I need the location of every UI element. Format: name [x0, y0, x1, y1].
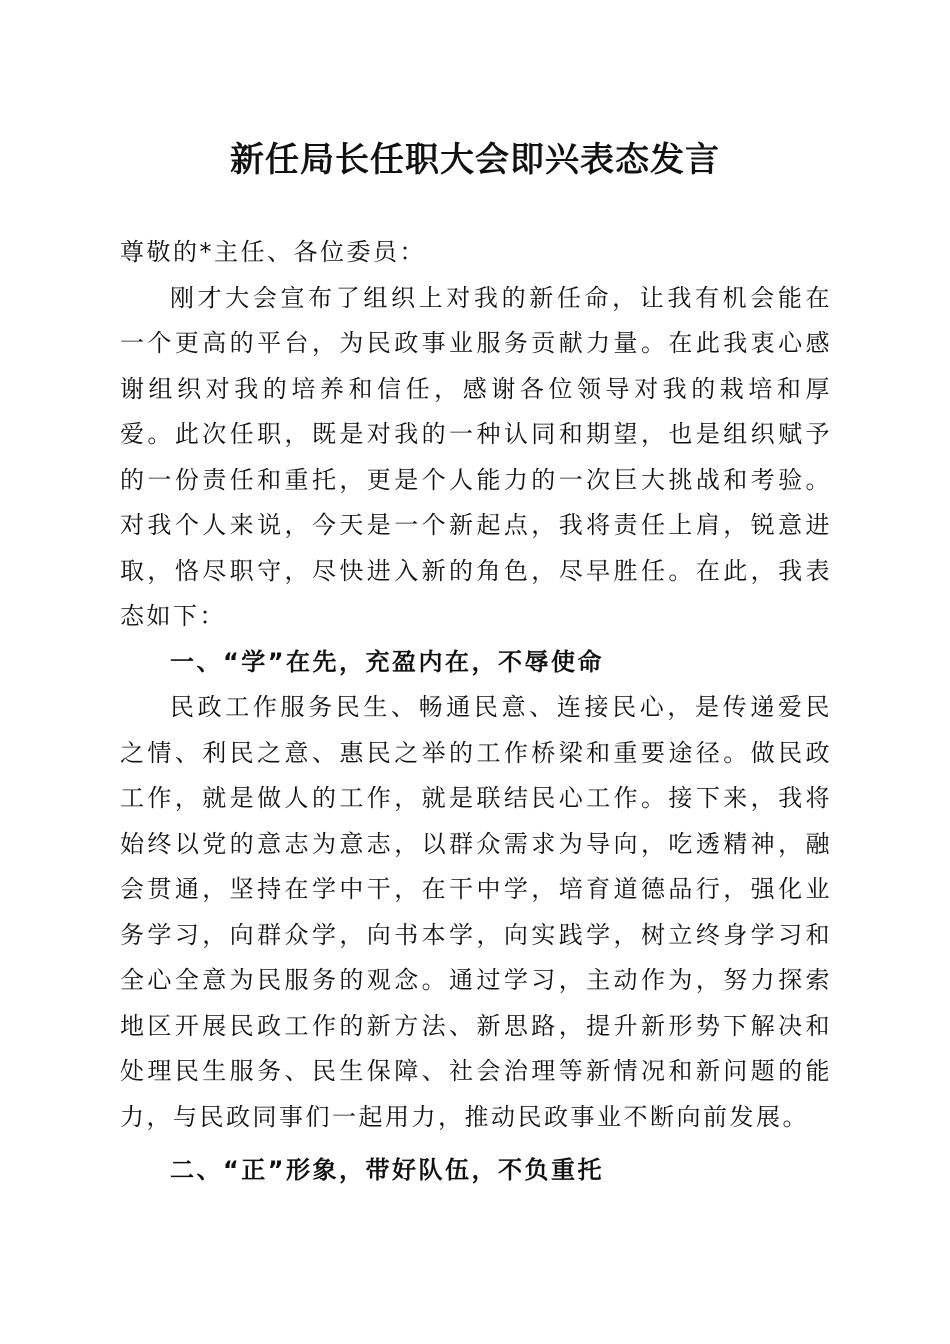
intro-paragraph: 刚才大会宣布了组织上对我的新任命，让我有机会能在一个更高的平台，为民政事业服务贡献力量。在此我衷心感谢组织对我的培养和信任，感谢各位领导对我的栽培和厚爱。此次任职，既是对我的一种认同和期望，也是组织赋予的一份责任和重托，更是个人能力的一次巨大挑战和考验。对我个人来说，今天是一个新起点，我将责任上肩，锐意进取，恪尽职守，尽快进入新的角色，尽早胜任。在此，我表态如下： [120, 283, 832, 630]
salutation: 尊敬的*主任、各位委员： [120, 238, 426, 266]
section-heading-2: 二、“正”形象，带好队伍，不负重托 [170, 1156, 605, 1184]
document-title: 新任局长任职大会即兴表态发言 [230, 140, 720, 180]
section-heading-1: 一、“学”在先，充盈内在，不辱使命 [170, 647, 605, 676]
section-1-paragraph: 民政工作服务民生、畅通民意、连接民心，是传递爱民之情、利民之意、惠民之举的工作桥梁和重要途径。做民政工作，就是做人的工作，就是联结民心工作。接下来，我将始终以党的意志为意志，以群众需求为导向，吃透精神，融会贯通，坚持在学中干，在干中学，培育道德品行，强化业务学习，向群众学，向书本学，向实践学，树立终身学习和全心全意为民服务的观念。通过学习，主动作为，努力探索地区开展民政工作的新方法、新思路，提升新形势下解决和处理民生服务、民生保障、社会治理等新情况和新问题的能力，与民政同事们一起用力，推动民政事业不断向前发展。 [120, 693, 832, 1131]
document-body [120, 230, 832, 1194]
